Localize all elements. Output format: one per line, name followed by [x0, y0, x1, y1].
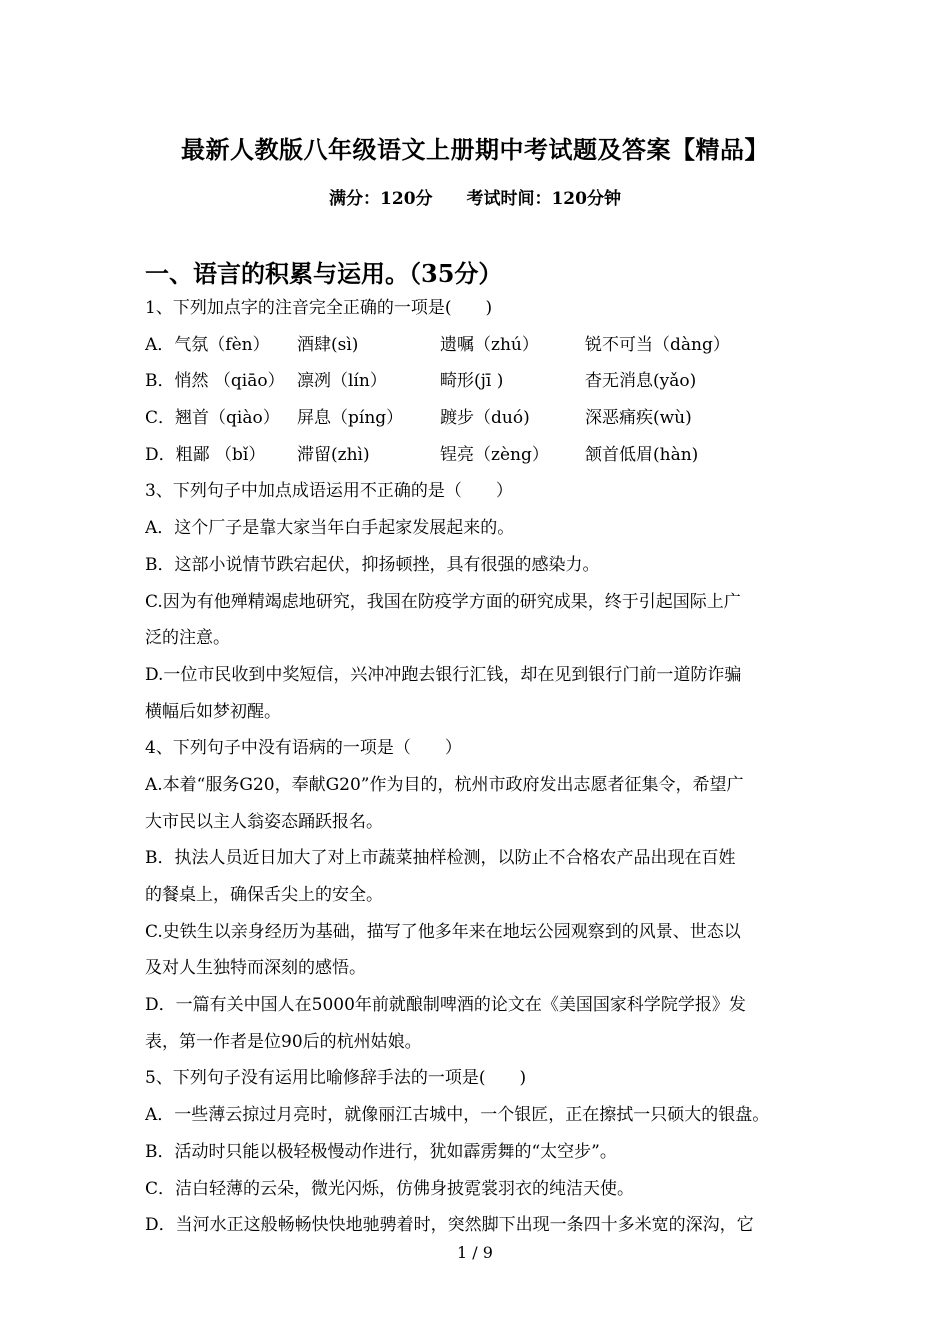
option-text: 横幅后如梦初醒。: [145, 701, 281, 722]
option-cell: 滞留(zhì): [297, 444, 370, 465]
question-stem: 4、下列句子中没有语病的一项是（ ）: [145, 738, 462, 759]
option-cell: D．粗鄙 （bǐ）: [145, 444, 266, 465]
question-stem: 5、下列句子没有运用比喻修辞手法的一项是( ): [145, 1068, 527, 1089]
option-text: C．洁白轻薄的云朵，微光闪烁，仿佛身披霓裳羽衣的纯洁天使。: [145, 1178, 635, 1199]
option-text: 的餐桌上，确保舌尖上的安全。: [145, 885, 383, 905]
option-text: C.史铁生以亲身经历为基础，描写了他多年来在地坛公园观察到的风景、世态以: [145, 921, 741, 942]
section-heading: 一、语言的积累与运用。（35分）: [145, 259, 503, 288]
option-text: A．这个厂子是靠大家当年白手起家发展起来的。: [145, 518, 515, 539]
option-cell: A．气氛（fèn）: [145, 334, 270, 355]
option-text: A.本着“服务G20，奉献G20”作为目的，杭州市政府发出志愿者征集令，希望广: [145, 774, 744, 795]
question-stem: 3、下列句子中加点成语运用不正确的是（ ）: [145, 481, 513, 502]
option-cell: 锃亮（zèng）: [440, 444, 549, 465]
option-cell: 深恶痛疾(wù): [585, 408, 692, 429]
option-cell: 凛冽（lín）: [297, 371, 387, 392]
option-cell: 颔首低眉(hàn): [585, 444, 699, 465]
option-text: 及对人生独特而深刻的感悟。: [145, 958, 366, 979]
option-cell: B．悄然 （qiāo）: [145, 371, 285, 392]
option-row: [145, 400, 810, 437]
option-row: [145, 327, 810, 364]
exam-time: 考试时间：120分钟: [466, 189, 621, 209]
option-text: 表，第一作者是位90后的杭州姑娘。: [145, 1031, 422, 1052]
option-cell: 杳无消息(yǎo): [585, 371, 697, 392]
option-text: D．当河水正这般畅畅快快地驰骋着时，突然脚下出现一条四十多米宽的深沟，它: [145, 1215, 754, 1236]
questions: [145, 290, 810, 1244]
option-text: 大市民以主人翁姿态踊跃报名。: [145, 811, 383, 832]
option-text: D．一篇有关中国人在5000年前就酿制啤酒的论文在《美国国家科学院学报》发: [145, 995, 746, 1016]
option-text: A．一些薄云掠过月亮时，就像丽江古城中，一个银匠，正在擦拭一只硕大的银盘。: [145, 1105, 770, 1126]
exam-info: [0, 184, 950, 209]
option-cell: 遗嘱（zhú）: [440, 334, 539, 355]
option-cell: 酒肆(sì): [297, 334, 359, 355]
option-cell: 锐不可当（dàng）: [585, 334, 730, 355]
question-stem: 1、下列加点字的注音完全正确的一项是( ): [145, 298, 493, 318]
page-title: 最新人教版八年级语文上册期中考试题及答案【精品】: [181, 135, 769, 164]
option-row: [145, 363, 810, 400]
option-text: D.一位市民收到中奖短信，兴冲冲跑去银行汇钱，却在见到银行门前一道防诈骗: [145, 664, 742, 685]
option-cell: 踱步（duó): [440, 408, 530, 429]
option-cell: 畸形(jī ): [440, 371, 504, 392]
option-row: [145, 437, 810, 474]
option-cell: C．翘首（qiào）: [145, 408, 280, 429]
option-text: C.因为有他殚精竭虑地研究，我国在防疫学方面的研究成果，终于引起国际上广: [145, 591, 741, 612]
option-cell: 屏息（píng）: [297, 408, 404, 429]
full-score: 满分：120分: [329, 189, 433, 209]
option-text: B．执法人员近日加大了对上市蔬菜抽样检测，以防止不合格农产品出现在百姓: [145, 848, 736, 869]
page-number: 1 / 9: [457, 1243, 493, 1262]
option-text: B．这部小说情节跌宕起伏，抑扬顿挫，具有很强的感染力。: [145, 554, 600, 575]
option-text: B．活动时只能以极轻极慢动作进行，犹如霹雳舞的“太空步”。: [145, 1141, 617, 1162]
option-text: 泛的注意。: [145, 628, 230, 649]
